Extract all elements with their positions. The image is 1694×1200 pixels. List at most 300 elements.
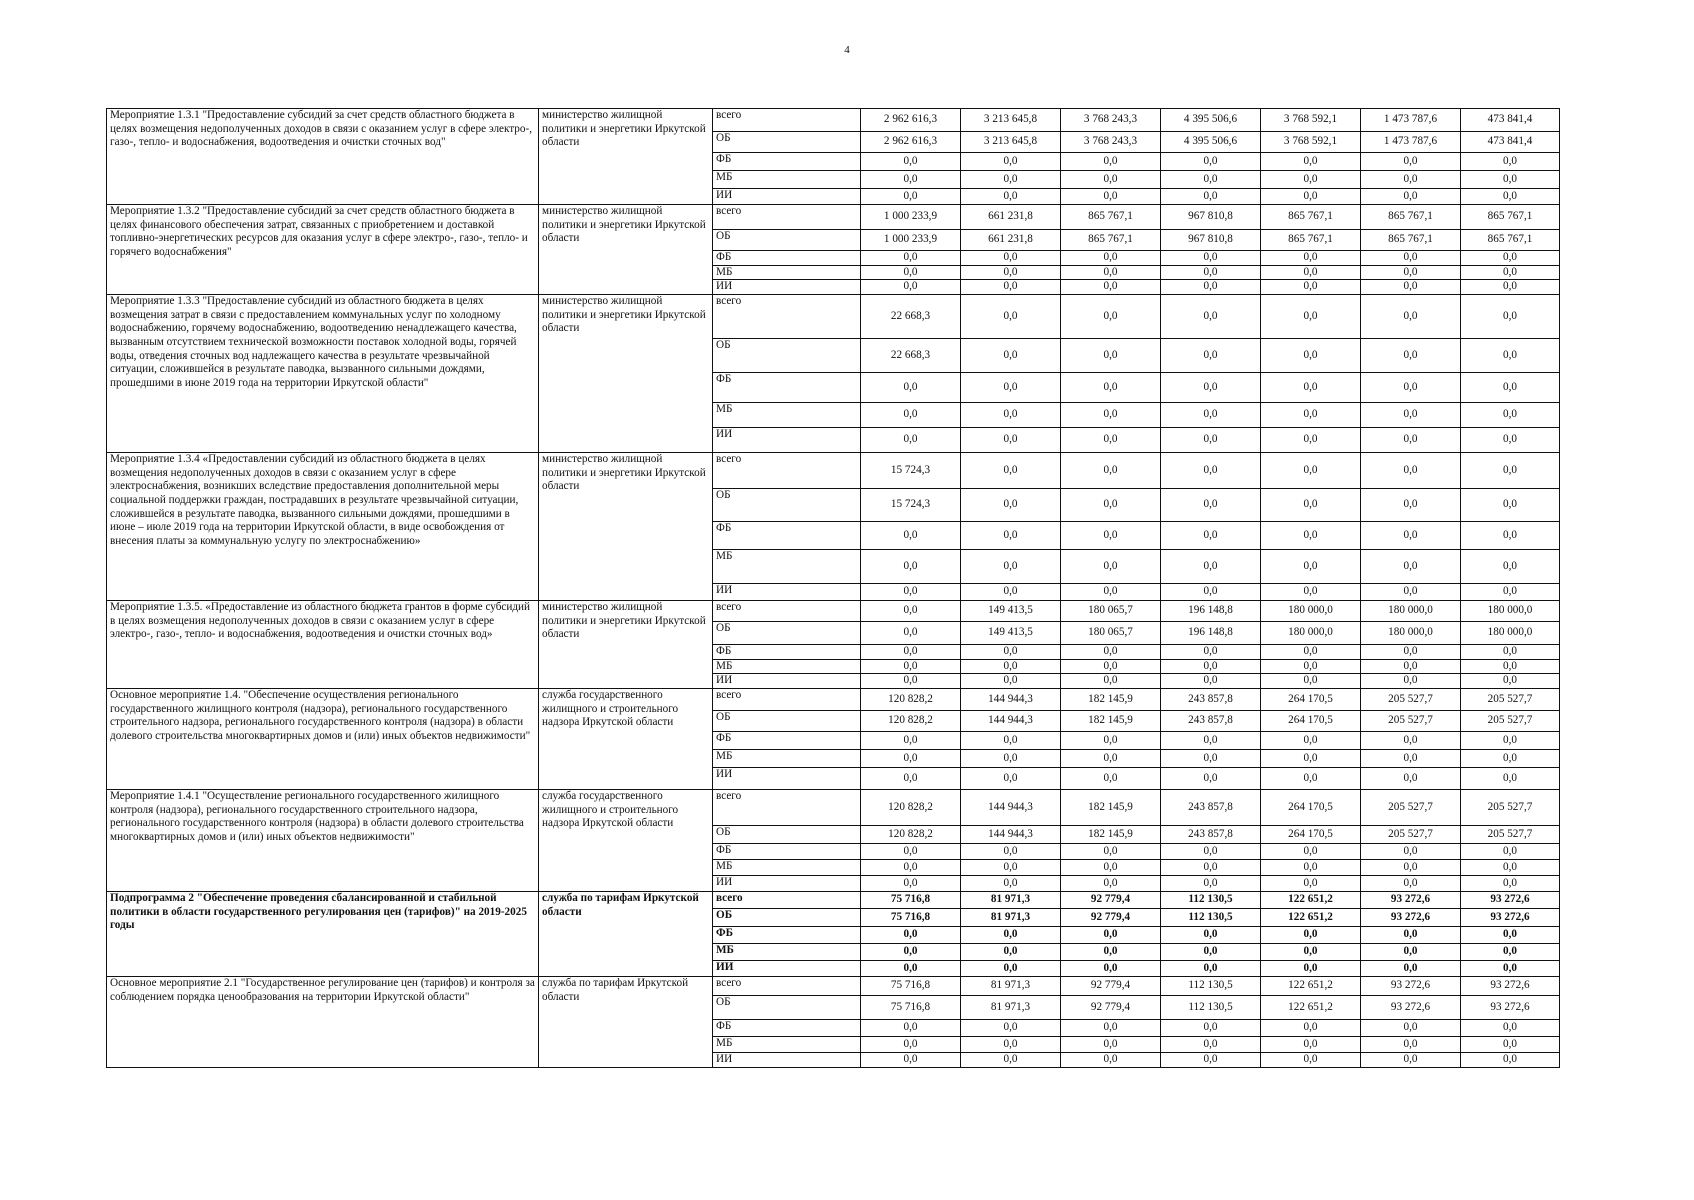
amount-cell: 122 651,2	[1261, 976, 1361, 995]
amount-cell: 0,0	[1261, 1019, 1361, 1036]
amount-cell: 0,0	[961, 1036, 1061, 1052]
amount-cell: 3 213 645,8	[961, 109, 1061, 132]
amount-cell: 182 145,9	[1061, 688, 1161, 710]
funding-source: всего	[713, 891, 861, 908]
amount-cell: 0,0	[1361, 749, 1461, 767]
amount-cell: 0,0	[1261, 294, 1361, 338]
amount-cell: 0,0	[961, 644, 1061, 659]
amount-cell: 0,0	[961, 1019, 1061, 1036]
amount-cell: 93 272,6	[1461, 908, 1560, 926]
amount-cell: 0,0	[1461, 488, 1560, 521]
amount-cell: 0,0	[1061, 488, 1161, 521]
amount-cell: 0,0	[1161, 452, 1261, 488]
amount-cell: 0,0	[861, 659, 961, 674]
amount-cell: 0,0	[1461, 859, 1560, 875]
amount-cell: 0,0	[961, 749, 1061, 767]
amount-cell: 0,0	[1361, 644, 1461, 659]
amount-cell: 15 724,3	[861, 488, 961, 521]
amount-cell: 0,0	[861, 372, 961, 402]
amount-cell: 0,0	[1461, 452, 1560, 488]
amount-cell: 196 148,8	[1161, 600, 1261, 621]
funding-source: ФБ	[713, 644, 861, 659]
funding-source: всего	[713, 109, 861, 132]
funding-source: ИИ	[713, 767, 861, 789]
amount-cell: 180 000,0	[1461, 621, 1560, 644]
amount-cell: 205 527,7	[1361, 825, 1461, 843]
budget-table-body	[107, 109, 1560, 1068]
amount-cell: 205 527,7	[1461, 789, 1560, 825]
amount-cell: 865 767,1	[1361, 205, 1461, 230]
amount-cell: 0,0	[861, 265, 961, 280]
amount-cell: 0,0	[1161, 1036, 1261, 1052]
amount-cell: 243 857,8	[1161, 710, 1261, 731]
amount-cell: 0,0	[861, 600, 961, 621]
amount-cell: 0,0	[1161, 943, 1261, 960]
amount-cell: 0,0	[861, 1052, 961, 1067]
amount-cell: 22 668,3	[861, 338, 961, 372]
amount-cell: 0,0	[1461, 674, 1560, 689]
amount-cell: 3 768 243,3	[1061, 109, 1161, 132]
amount-cell: 0,0	[1161, 251, 1261, 266]
measure-name: Подпрограмма 2 "Обеспечение проведения сбалансированной и стабильной политики в области государственного регулирования цен (тарифов)" на 2019-2025 годы	[107, 891, 539, 976]
amount-cell: 473 841,4	[1461, 109, 1560, 132]
amount-cell: 0,0	[1161, 960, 1261, 976]
amount-cell: 0,0	[1261, 549, 1361, 583]
amount-cell: 0,0	[1261, 749, 1361, 767]
amount-cell: 0,0	[1161, 171, 1261, 189]
amount-cell: 0,0	[1461, 1036, 1560, 1052]
amount-cell: 0,0	[1261, 153, 1361, 171]
amount-cell: 0,0	[1061, 767, 1161, 789]
amount-cell: 0,0	[1261, 280, 1361, 295]
amount-cell: 81 971,3	[961, 976, 1061, 995]
amount-cell: 0,0	[1061, 659, 1161, 674]
funding-source: ОБ	[713, 621, 861, 644]
funding-source: МБ	[713, 943, 861, 960]
amount-cell: 0,0	[1361, 659, 1461, 674]
amount-cell: 0,0	[1061, 372, 1161, 402]
amount-cell: 0,0	[1061, 843, 1161, 859]
amount-cell: 0,0	[1161, 372, 1261, 402]
responsible-executor: министерство жилищной политики и энергетики Иркутской области	[539, 109, 713, 205]
amount-cell: 0,0	[1361, 1036, 1461, 1052]
amount-cell: 0,0	[1261, 659, 1361, 674]
amount-cell: 0,0	[961, 960, 1061, 976]
amount-cell: 0,0	[1361, 875, 1461, 891]
amount-cell: 0,0	[1361, 294, 1461, 338]
amount-cell: 0,0	[1161, 659, 1261, 674]
funding-source: ФБ	[713, 926, 861, 943]
amount-cell: 0,0	[1361, 171, 1461, 189]
amount-cell: 0,0	[1261, 452, 1361, 488]
funding-source: всего	[713, 789, 861, 825]
amount-cell: 0,0	[1161, 521, 1261, 549]
amount-cell: 0,0	[1161, 338, 1261, 372]
amount-cell: 0,0	[1161, 265, 1261, 280]
amount-cell: 0,0	[861, 644, 961, 659]
funding-source: ИИ	[713, 189, 861, 205]
amount-cell: 0,0	[961, 1052, 1061, 1067]
funding-source: ИИ	[713, 674, 861, 689]
amount-cell: 0,0	[1461, 659, 1560, 674]
funding-source: МБ	[713, 659, 861, 674]
amount-cell: 0,0	[1161, 488, 1261, 521]
funding-source: ОБ	[713, 230, 861, 251]
amount-cell: 0,0	[1061, 280, 1161, 295]
amount-cell: 120 828,2	[861, 825, 961, 843]
amount-cell: 0,0	[1461, 521, 1560, 549]
budget-table	[106, 108, 1560, 1068]
amount-cell: 0,0	[1261, 338, 1361, 372]
amount-cell: 0,0	[1461, 731, 1560, 749]
amount-cell: 0,0	[1361, 960, 1461, 976]
funding-source: ОБ	[713, 338, 861, 372]
amount-cell: 144 944,3	[961, 688, 1061, 710]
amount-cell: 205 527,7	[1461, 825, 1560, 843]
amount-cell: 0,0	[961, 488, 1061, 521]
amount-cell: 3 768 592,1	[1261, 109, 1361, 132]
amount-cell: 0,0	[1461, 153, 1560, 171]
responsible-executor: служба по тарифам Иркутской области	[539, 891, 713, 976]
amount-cell: 0,0	[1061, 960, 1161, 976]
amount-cell: 0,0	[861, 767, 961, 789]
amount-cell: 112 130,5	[1161, 891, 1261, 908]
amount-cell: 0,0	[1261, 583, 1361, 600]
funding-source: МБ	[713, 265, 861, 280]
amount-cell: 1 000 233,9	[861, 230, 961, 251]
amount-cell: 0,0	[961, 731, 1061, 749]
amount-cell: 0,0	[1361, 372, 1461, 402]
amount-cell: 0,0	[961, 427, 1061, 452]
funding-source: МБ	[713, 1036, 861, 1052]
amount-cell: 0,0	[1461, 265, 1560, 280]
amount-cell: 0,0	[1061, 859, 1161, 875]
amount-cell: 0,0	[1461, 767, 1560, 789]
amount-cell: 0,0	[1261, 859, 1361, 875]
amount-cell: 0,0	[1261, 960, 1361, 976]
amount-cell: 0,0	[1161, 280, 1261, 295]
amount-cell: 0,0	[1061, 427, 1161, 452]
amount-cell: 0,0	[1361, 402, 1461, 427]
amount-cell: 180 000,0	[1361, 600, 1461, 621]
funding-source: всего	[713, 205, 861, 230]
amount-cell: 0,0	[1061, 251, 1161, 266]
amount-cell: 93 272,6	[1361, 995, 1461, 1019]
amount-cell: 0,0	[1261, 189, 1361, 205]
amount-cell: 0,0	[1461, 926, 1560, 943]
amount-cell: 0,0	[1361, 452, 1461, 488]
amount-cell: 0,0	[861, 171, 961, 189]
amount-cell: 0,0	[1161, 926, 1261, 943]
amount-cell: 180 000,0	[1261, 621, 1361, 644]
funding-source: ФБ	[713, 1019, 861, 1036]
amount-cell: 0,0	[1361, 488, 1461, 521]
amount-cell: 0,0	[1061, 1052, 1161, 1067]
amount-cell: 0,0	[1261, 521, 1361, 549]
amount-cell: 0,0	[1461, 280, 1560, 295]
amount-cell: 0,0	[861, 749, 961, 767]
responsible-executor: служба государственного жилищного и строительного надзора Иркутской области	[539, 789, 713, 891]
amount-cell: 0,0	[1261, 926, 1361, 943]
amount-cell: 1 473 787,6	[1361, 109, 1461, 132]
amount-cell: 0,0	[1161, 427, 1261, 452]
amount-cell: 112 130,5	[1161, 995, 1261, 1019]
amount-cell: 180 000,0	[1261, 600, 1361, 621]
amount-cell: 0,0	[1361, 843, 1461, 859]
amount-cell: 93 272,6	[1361, 908, 1461, 926]
amount-cell: 264 170,5	[1261, 789, 1361, 825]
amount-cell: 92 779,4	[1061, 995, 1161, 1019]
funding-source: ФБ	[713, 251, 861, 266]
amount-cell: 0,0	[1161, 189, 1261, 205]
funding-source: ОБ	[713, 488, 861, 521]
amount-cell: 81 971,3	[961, 908, 1061, 926]
amount-cell: 0,0	[1061, 583, 1161, 600]
amount-cell: 1 000 233,9	[861, 205, 961, 230]
amount-cell: 0,0	[1361, 189, 1461, 205]
amount-cell: 0,0	[1061, 171, 1161, 189]
amount-cell: 0,0	[861, 843, 961, 859]
funding-source: ИИ	[713, 875, 861, 891]
amount-cell: 0,0	[861, 926, 961, 943]
amount-cell: 0,0	[1061, 549, 1161, 583]
amount-cell: 92 779,4	[1061, 908, 1161, 926]
amount-cell: 0,0	[1061, 189, 1161, 205]
amount-cell: 0,0	[1161, 402, 1261, 427]
amount-cell: 0,0	[961, 294, 1061, 338]
amount-cell: 0,0	[1161, 153, 1261, 171]
amount-cell: 196 148,8	[1161, 621, 1261, 644]
amount-cell: 0,0	[861, 251, 961, 266]
amount-cell: 0,0	[1261, 674, 1361, 689]
amount-cell: 0,0	[861, 859, 961, 875]
funding-source: ОБ	[713, 710, 861, 731]
amount-cell: 0,0	[1461, 583, 1560, 600]
funding-source: всего	[713, 452, 861, 488]
amount-cell: 0,0	[1161, 294, 1261, 338]
funding-source: ФБ	[713, 153, 861, 171]
amount-cell: 0,0	[961, 251, 1061, 266]
funding-source: ОБ	[713, 908, 861, 926]
amount-cell: 0,0	[1161, 549, 1261, 583]
amount-cell: 180 000,0	[1461, 600, 1560, 621]
amount-cell: 0,0	[1061, 265, 1161, 280]
measure-name: Основное мероприятие 1.4. "Обеспечение осуществления регионального государственного жилищного контроля (надзора), регионального государственного строительного надзора, регионального государственного контроля (надзора) в области долевого строительства многоквартирных домов и (или) иных объектов недвижимости"	[107, 688, 539, 789]
amount-cell: 473 841,4	[1461, 132, 1560, 153]
amount-cell: 0,0	[1461, 251, 1560, 266]
amount-cell: 0,0	[861, 402, 961, 427]
funding-source: ФБ	[713, 843, 861, 859]
amount-cell: 0,0	[1361, 926, 1461, 943]
amount-cell: 122 651,2	[1261, 995, 1361, 1019]
amount-cell: 0,0	[1161, 1052, 1261, 1067]
amount-cell: 0,0	[1161, 644, 1261, 659]
measure-name: Мероприятие 1.3.5. «Предоставление из областного бюджета грантов в форме субсидий в целях возмещения недополученных доходов в связи с оказанием услуг в сфере электро-, газо-, тепло- и водоснабжения, водоотведения и очистки сточных вод»	[107, 600, 539, 688]
measure-name: Мероприятие 1.3.4 «Предоставлении субсидий из областного бюджета в целях возмещения недополученных доходов в связи с оказанием услуг в сфере электроснабжения, возникших вследствие предоставления дополнительной меры социальной поддержки граждан, пострадавших в результате чрезвычайной ситуации, сложившейся в результате паводка, вызванного сильными дождями, прошедшими в июне – июле 2019 года на территории Иркутской области, в виде освобождения от внесения платы за коммунальную услугу по электроснабжению»	[107, 452, 539, 600]
amount-cell: 0,0	[861, 1036, 961, 1052]
amount-cell: 0,0	[861, 943, 961, 960]
amount-cell: 0,0	[861, 1019, 961, 1036]
amount-cell: 0,0	[861, 960, 961, 976]
amount-cell: 243 857,8	[1161, 825, 1261, 843]
amount-cell: 75 716,8	[861, 976, 961, 995]
amount-cell: 0,0	[1361, 767, 1461, 789]
amount-cell: 0,0	[1261, 265, 1361, 280]
amount-cell: 0,0	[961, 926, 1061, 943]
amount-cell: 0,0	[861, 280, 961, 295]
amount-cell: 0,0	[1361, 251, 1461, 266]
amount-cell: 0,0	[1261, 251, 1361, 266]
amount-cell: 93 272,6	[1461, 891, 1560, 908]
funding-source: всего	[713, 688, 861, 710]
amount-cell: 0,0	[1361, 338, 1461, 372]
table-row	[107, 294, 1560, 338]
amount-cell: 120 828,2	[861, 688, 961, 710]
amount-cell: 3 768 592,1	[1261, 132, 1361, 153]
amount-cell: 0,0	[1461, 427, 1560, 452]
amount-cell: 0,0	[1261, 427, 1361, 452]
amount-cell: 93 272,6	[1361, 891, 1461, 908]
amount-cell: 0,0	[1161, 731, 1261, 749]
amount-cell: 0,0	[1161, 1019, 1261, 1036]
amount-cell: 205 527,7	[1361, 710, 1461, 731]
amount-cell: 0,0	[1261, 1052, 1361, 1067]
amount-cell: 0,0	[1261, 843, 1361, 859]
amount-cell: 205 527,7	[1461, 710, 1560, 731]
amount-cell: 0,0	[1361, 280, 1461, 295]
amount-cell: 0,0	[961, 767, 1061, 789]
measure-name: Мероприятие 1.4.1 "Осуществление регионального государственного жилищного контроля (надзора), регионального государственного строительного надзора, регионального государственного контроля (надзора) в области долевого строительства многоквартирных домов и (или) иных объектов недвижимости"	[107, 789, 539, 891]
amount-cell: 93 272,6	[1461, 995, 1560, 1019]
amount-cell: 0,0	[961, 521, 1061, 549]
funding-source: ИИ	[713, 1052, 861, 1067]
amount-cell: 93 272,6	[1461, 976, 1560, 995]
amount-cell: 0,0	[961, 372, 1061, 402]
amount-cell: 865 767,1	[1261, 205, 1361, 230]
amount-cell: 0,0	[1261, 943, 1361, 960]
amount-cell: 0,0	[861, 521, 961, 549]
amount-cell: 205 527,7	[1361, 789, 1461, 825]
amount-cell: 0,0	[1361, 859, 1461, 875]
amount-cell: 3 213 645,8	[961, 132, 1061, 153]
amount-cell: 0,0	[1261, 731, 1361, 749]
table-row	[107, 976, 1560, 995]
amount-cell: 865 767,1	[1461, 230, 1560, 251]
funding-source: ФБ	[713, 372, 861, 402]
responsible-executor: министерство жилищной политики и энергетики Иркутской области	[539, 600, 713, 688]
amount-cell: 0,0	[1161, 859, 1261, 875]
amount-cell: 0,0	[1361, 265, 1461, 280]
amount-cell: 0,0	[1361, 583, 1461, 600]
funding-source: ИИ	[713, 427, 861, 452]
amount-cell: 0,0	[1361, 731, 1461, 749]
amount-cell: 0,0	[1261, 402, 1361, 427]
amount-cell: 0,0	[1061, 731, 1161, 749]
amount-cell: 0,0	[861, 427, 961, 452]
amount-cell: 0,0	[1161, 843, 1261, 859]
amount-cell: 0,0	[961, 171, 1061, 189]
amount-cell: 0,0	[1361, 153, 1461, 171]
amount-cell: 264 170,5	[1261, 688, 1361, 710]
amount-cell: 264 170,5	[1261, 710, 1361, 731]
amount-cell: 967 810,8	[1161, 205, 1261, 230]
funding-source: МБ	[713, 171, 861, 189]
amount-cell: 0,0	[1061, 926, 1161, 943]
amount-cell: 0,0	[961, 265, 1061, 280]
amount-cell: 0,0	[861, 731, 961, 749]
amount-cell: 2 962 616,3	[861, 109, 961, 132]
amount-cell: 0,0	[1061, 875, 1161, 891]
amount-cell: 75 716,8	[861, 908, 961, 926]
amount-cell: 144 944,3	[961, 789, 1061, 825]
amount-cell: 0,0	[1361, 674, 1461, 689]
amount-cell: 205 527,7	[1461, 688, 1560, 710]
amount-cell: 0,0	[861, 583, 961, 600]
amount-cell: 0,0	[1261, 372, 1361, 402]
amount-cell: 0,0	[961, 189, 1061, 205]
funding-source: всего	[713, 600, 861, 621]
amount-cell: 0,0	[1461, 294, 1560, 338]
table-row	[107, 109, 1560, 132]
amount-cell: 0,0	[961, 943, 1061, 960]
amount-cell: 0,0	[861, 875, 961, 891]
amount-cell: 0,0	[861, 189, 961, 205]
amount-cell: 0,0	[961, 674, 1061, 689]
amount-cell: 93 272,6	[1361, 976, 1461, 995]
table-row	[107, 891, 1560, 908]
amount-cell: 0,0	[1161, 875, 1261, 891]
amount-cell: 182 145,9	[1061, 710, 1161, 731]
amount-cell: 0,0	[1061, 1019, 1161, 1036]
amount-cell: 180 065,7	[1061, 600, 1161, 621]
amount-cell: 0,0	[961, 280, 1061, 295]
amount-cell: 122 651,2	[1261, 891, 1361, 908]
funding-source: ИИ	[713, 583, 861, 600]
amount-cell: 865 767,1	[1461, 205, 1560, 230]
amount-cell: 205 527,7	[1361, 688, 1461, 710]
amount-cell: 0,0	[1061, 674, 1161, 689]
amount-cell: 0,0	[961, 452, 1061, 488]
amount-cell: 0,0	[961, 843, 1061, 859]
amount-cell: 149 413,5	[961, 621, 1061, 644]
amount-cell: 144 944,3	[961, 825, 1061, 843]
amount-cell: 81 971,3	[961, 995, 1061, 1019]
amount-cell: 149 413,5	[961, 600, 1061, 621]
amount-cell: 4 395 506,6	[1161, 132, 1261, 153]
amount-cell: 865 767,1	[1361, 230, 1461, 251]
amount-cell: 264 170,5	[1261, 825, 1361, 843]
amount-cell: 0,0	[861, 549, 961, 583]
amount-cell: 182 145,9	[1061, 825, 1161, 843]
amount-cell: 144 944,3	[961, 710, 1061, 731]
table-row	[107, 600, 1560, 621]
amount-cell: 0,0	[1061, 644, 1161, 659]
funding-source: ФБ	[713, 521, 861, 549]
amount-cell: 0,0	[961, 859, 1061, 875]
measure-name: Основное мероприятие 2.1 "Государственное регулирование цен (тарифов) и контроля за соблюдением порядка ценообразования на территории Иркутской области"	[107, 976, 539, 1067]
responsible-executor: министерство жилищной политики и энергетики Иркутской области	[539, 205, 713, 295]
amount-cell: 180 000,0	[1361, 621, 1461, 644]
amount-cell: 0,0	[961, 402, 1061, 427]
amount-cell: 0,0	[861, 153, 961, 171]
amount-cell: 15 724,3	[861, 452, 961, 488]
amount-cell: 75 716,8	[861, 995, 961, 1019]
funding-source: МБ	[713, 749, 861, 767]
funding-source: МБ	[713, 402, 861, 427]
amount-cell: 0,0	[1061, 402, 1161, 427]
amount-cell: 243 857,8	[1161, 688, 1261, 710]
amount-cell: 0,0	[1361, 549, 1461, 583]
